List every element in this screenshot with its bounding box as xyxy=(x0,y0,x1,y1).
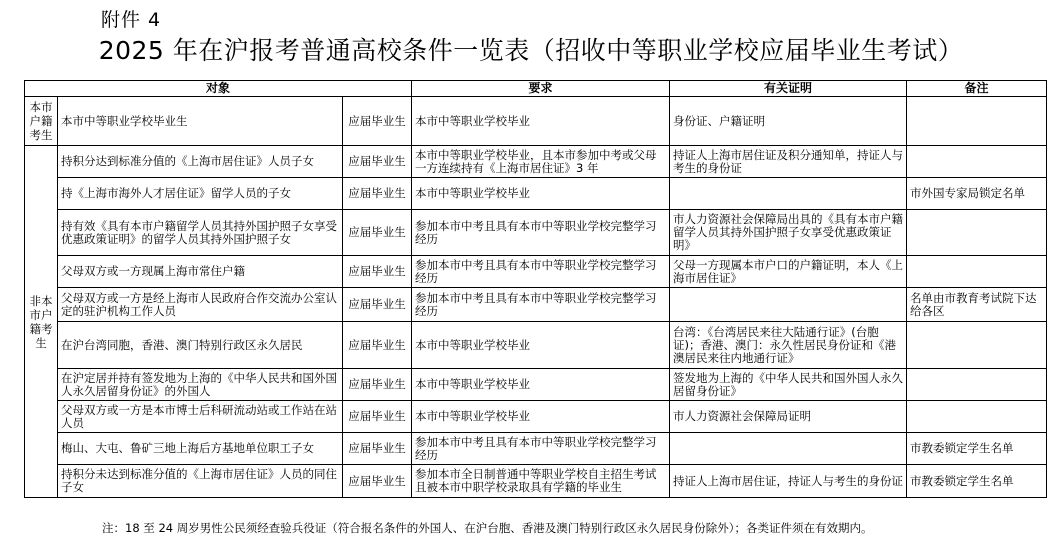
object-cell: 持积分未达到标准分值的《上海市居住证》人员的同住子女 xyxy=(58,465,343,498)
proof-cell: 市人力资源社会保障局出具的《具有本市户籍留学人员其持外国护照子女享受优惠政策证明》 xyxy=(670,210,907,256)
remark-cell xyxy=(907,97,1047,146)
requirement-cell: 参加本市中考且具有本市中等职业学校完整学习经历 xyxy=(412,288,670,322)
requirement-cell: 本市中等职业学校毕业 xyxy=(412,401,670,433)
status-cell: 应届毕业生 xyxy=(343,210,412,256)
remark-cell xyxy=(907,322,1047,369)
table-row xyxy=(25,210,1047,256)
proof-cell xyxy=(670,288,907,322)
object-cell: 梅山、大屯、鲁矿三地上海后方基地单位职工子女 xyxy=(58,433,343,465)
requirement-cell: 本市中等职业学校毕业，且本市参加中考或父母一方连续持有《上海市居住证》3 年 xyxy=(412,146,670,178)
object-cell: 父母双方或一方现属上海市常住户籍 xyxy=(58,256,343,288)
proof-cell xyxy=(670,178,907,210)
table-row xyxy=(25,178,1047,210)
object-cell: 持《上海市海外人才居住证》留学人员的子女 xyxy=(58,178,343,210)
table-row xyxy=(25,256,1047,288)
proof-cell xyxy=(670,433,907,465)
remark-cell xyxy=(907,210,1047,256)
proof-cell: 父母一方现属本市户口的户籍证明，本人《上海市居住证》 xyxy=(670,256,907,288)
requirement-cell: 参加本市中考且具有本市中等职业学校完整学习经历 xyxy=(412,210,670,256)
table-row xyxy=(25,322,1047,369)
remark-cell xyxy=(907,256,1047,288)
table-row xyxy=(25,401,1047,433)
requirement-cell: 参加本市中考且具有本市中等职业学校完整学习经历 xyxy=(412,433,670,465)
conditions-table xyxy=(24,80,1047,498)
object-cell: 持积分达到标准分值的《上海市居住证》人员子女 xyxy=(58,146,343,178)
remark-cell xyxy=(907,401,1047,433)
status-cell: 应届毕业生 xyxy=(343,97,412,146)
table-header-row xyxy=(25,81,1047,97)
remark-cell xyxy=(907,146,1047,178)
page-title: 2025 年在沪报考普通高校条件一览表（招收中等职业学校应届毕业生考试） xyxy=(98,36,964,65)
proof-cell: 持证人上海市居住证及积分通知单，持证人与考生的身份证 xyxy=(670,146,907,178)
header-requirement: 要求 xyxy=(412,81,670,97)
table-row xyxy=(25,288,1047,322)
status-cell: 应届毕业生 xyxy=(343,288,412,322)
status-cell: 应届毕业生 xyxy=(343,178,412,210)
proof-cell: 身份证、户籍证明 xyxy=(670,97,907,146)
proof-cell: 签发地为上海的《中华人民共和国外国人永久居留身份证》 xyxy=(670,369,907,401)
header-remark: 备注 xyxy=(907,81,1047,97)
requirement-cell: 本市中等职业学校毕业 xyxy=(412,322,670,369)
footnote: 注：18 至 24 周岁男性公民须经查验兵役证（符合报名条件的外国人、在沪台胞、香港及澳门特别行政区永久居民身份除外）；各类证件须在有效期内。 xyxy=(102,521,873,535)
attachment-label: 附件 4 xyxy=(101,9,162,31)
object-cell: 父母双方或一方是经上海市人民政府合作交流办公室认定的驻沪机构工作人员 xyxy=(58,288,343,322)
status-cell: 应届毕业生 xyxy=(343,369,412,401)
table-row xyxy=(25,146,1047,178)
header-target: 对象 xyxy=(25,81,412,97)
status-cell: 应届毕业生 xyxy=(343,401,412,433)
requirement-cell: 本市中等职业学校毕业 xyxy=(412,178,670,210)
remark-cell xyxy=(907,369,1047,401)
category-nonlocal: 非本市户籍考生 xyxy=(25,146,58,498)
table-row xyxy=(25,369,1047,401)
table-row xyxy=(25,97,1047,146)
status-cell: 应届毕业生 xyxy=(343,146,412,178)
status-cell: 应届毕业生 xyxy=(343,465,412,498)
remark-cell: 市教委锁定学生名单 xyxy=(907,465,1047,498)
status-cell: 应届毕业生 xyxy=(343,322,412,369)
object-cell: 父母双方或一方是本市博士后科研流动站或工作站在站人员 xyxy=(58,401,343,433)
object-cell: 持有效《具有本市户籍留学人员其持外国护照子女享受优惠政策证明》的留学人员其持外国护照子女 xyxy=(58,210,343,256)
requirement-cell: 本市中等职业学校毕业 xyxy=(412,97,670,146)
requirement-cell: 本市中等职业学校毕业 xyxy=(412,369,670,401)
category-local: 本市户籍考生 xyxy=(25,97,58,146)
table-row xyxy=(25,433,1047,465)
remark-cell: 市外国专家局锁定名单 xyxy=(907,178,1047,210)
proof-cell: 台湾：《台湾居民来往大陆通行证》(台胞证)；香港、澳门：永久性居民身份证和《港澳居民来往内地通行证》 xyxy=(670,322,907,369)
object-cell: 在沪台湾同胞，香港、澳门特别行政区永久居民 xyxy=(58,322,343,369)
requirement-cell: 参加本市全日制普通中等职业学校自主招生考试且被本市中职学校录取具有学籍的毕业生 xyxy=(412,465,670,498)
table-row xyxy=(25,465,1047,498)
status-cell: 应届毕业生 xyxy=(343,256,412,288)
proof-cell: 持证人上海市居住证，持证人与考生的身份证 xyxy=(670,465,907,498)
requirement-cell: 参加本市中考且具有本市中等职业学校完整学习经历 xyxy=(412,256,670,288)
remark-cell: 市教委锁定学生名单 xyxy=(907,433,1047,465)
header-proof: 有关证明 xyxy=(670,81,907,97)
object-cell: 本市中等职业学校毕业生 xyxy=(58,97,343,146)
status-cell: 应届毕业生 xyxy=(343,433,412,465)
object-cell: 在沪定居并持有签发地为上海的《中华人民共和国外国人永久居留身份证》的外国人 xyxy=(58,369,343,401)
remark-cell: 名单由市教育考试院下达给各区 xyxy=(907,288,1047,322)
proof-cell: 市人力资源社会保障局证明 xyxy=(670,401,907,433)
